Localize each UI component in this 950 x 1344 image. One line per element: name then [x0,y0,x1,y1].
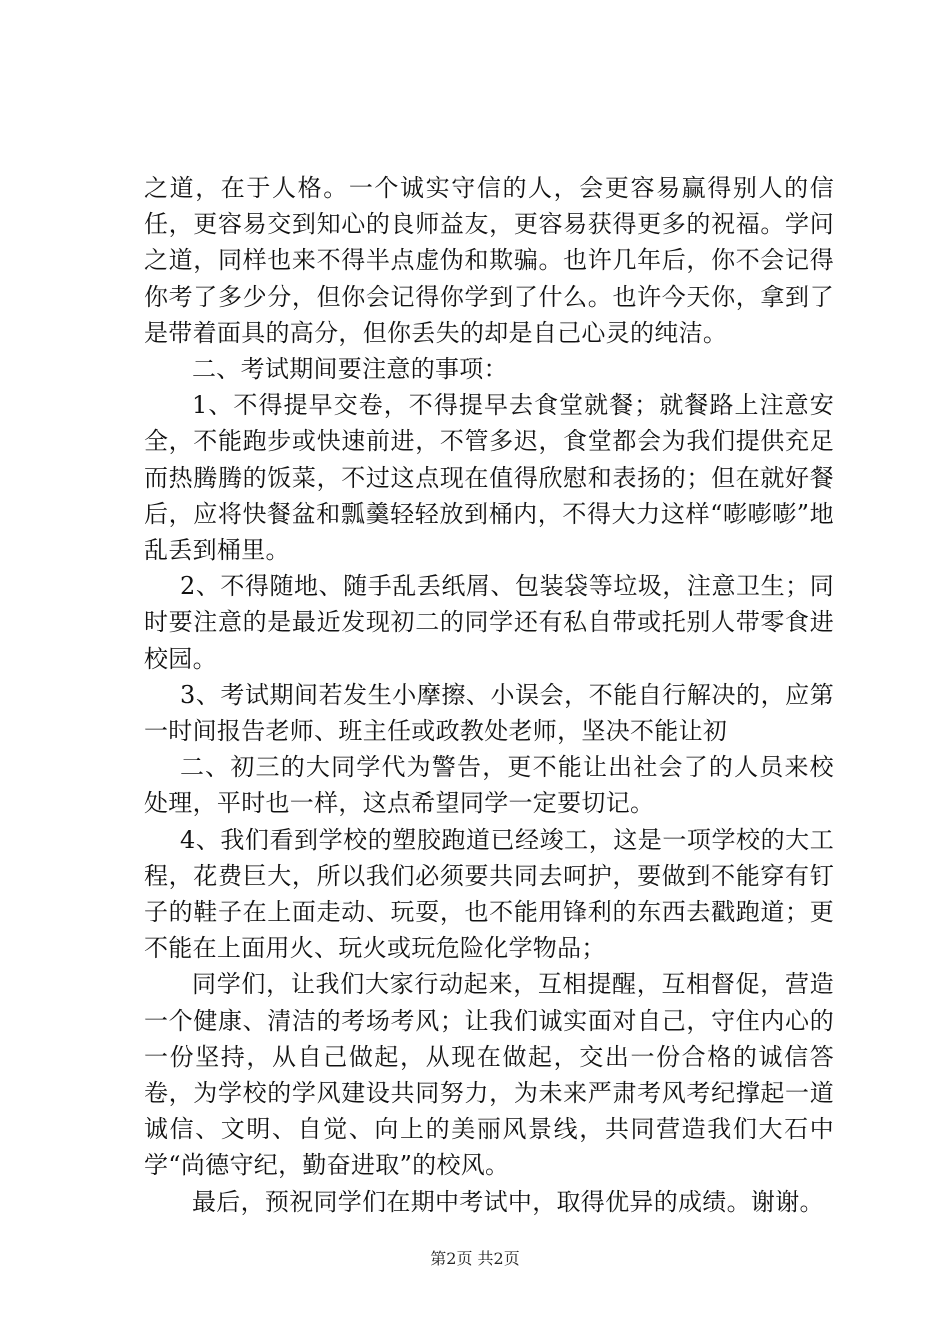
paragraph-continuation: 之道，在于人格。一个诚实守信的人，会更容易赢得别人的信任，更容易交到知心的良师益友，更容易获得更多的祝福。学问之道，同样也来不得半点虚伪和欺骗。也许几年后，你不会记得你考了多少分，但你会记得你学到了什么。也许今天你，拿到了是带着面具的高分，但你丢失的却是自己心灵的纯洁。 [144,174,834,347]
page-number-footer: 第2页 共2页 [430,1249,520,1268]
section-heading-exam-notes: 二、考试期间要注意的事项： [192,355,508,384]
document-body [144,170,834,1220]
paragraph-item-4: 4、我们看到学校的塑胶跑道已经竣工，这是一项学校的大工程，花费巨大，所以我们必须要共同去呵护，要做到不能穿有钉子的鞋子在上面走动、玩耍，也不能用锋利的东西去戳跑道；更不能在上面用火、玩火或玩危险化学物品； [144,825,834,963]
paragraph-closing: 最后，预祝同学们在期中考试中，取得优异的成绩。谢谢。 [192,1187,824,1216]
paragraph-item-3: 3、考试期间若发生小摩擦、小误会，不能自行解决的，应第一时间报告老师、班主任或政教处老师，坚决不能让初 [144,680,834,746]
paragraph-item-2: 2、不得随地、随手乱丢纸屑、包装袋等垃圾，注意卫生；同时要注意的是最近发现初二的同学还有私自带或托别人带零食进校园。 [144,572,834,673]
paragraph-item-3-continued: 二、初三的大同学代为警告，更不能让出社会了的人员来校处理，平时也一样，这点希望同学一定要切记。 [144,753,834,818]
paragraph-appeal: 同学们，让我们大家行动起来，互相提醒，互相督促，营造一个健康、清洁的考场考风；让我们诚实面对自己，守住内心的一份坚持，从自己做起，从现在做起，交出一份合格的诚信答卷，为学校的学风建设共同努力，为未来严肃考风考纪撑起一道诚信、文明、自觉、向上的美丽风景线，共同营造我们大石中学“尚德守纪，勤奋进取”的校风。 [144,970,834,1180]
paragraph-item-1: 1、不得提早交卷，不得提早去食堂就餐；就餐路上注意安全，不能跑步或快速前进，不管多迟，食堂都会为我们提供充足而热腾腾的饭菜，不过这点现在值得欣慰和表扬的；但在就好餐后，应将快餐盆和瓢羹轻轻放到桶内，不得大力这样“嘭嘭嘭”地乱丢到桶里。 [144,391,834,565]
